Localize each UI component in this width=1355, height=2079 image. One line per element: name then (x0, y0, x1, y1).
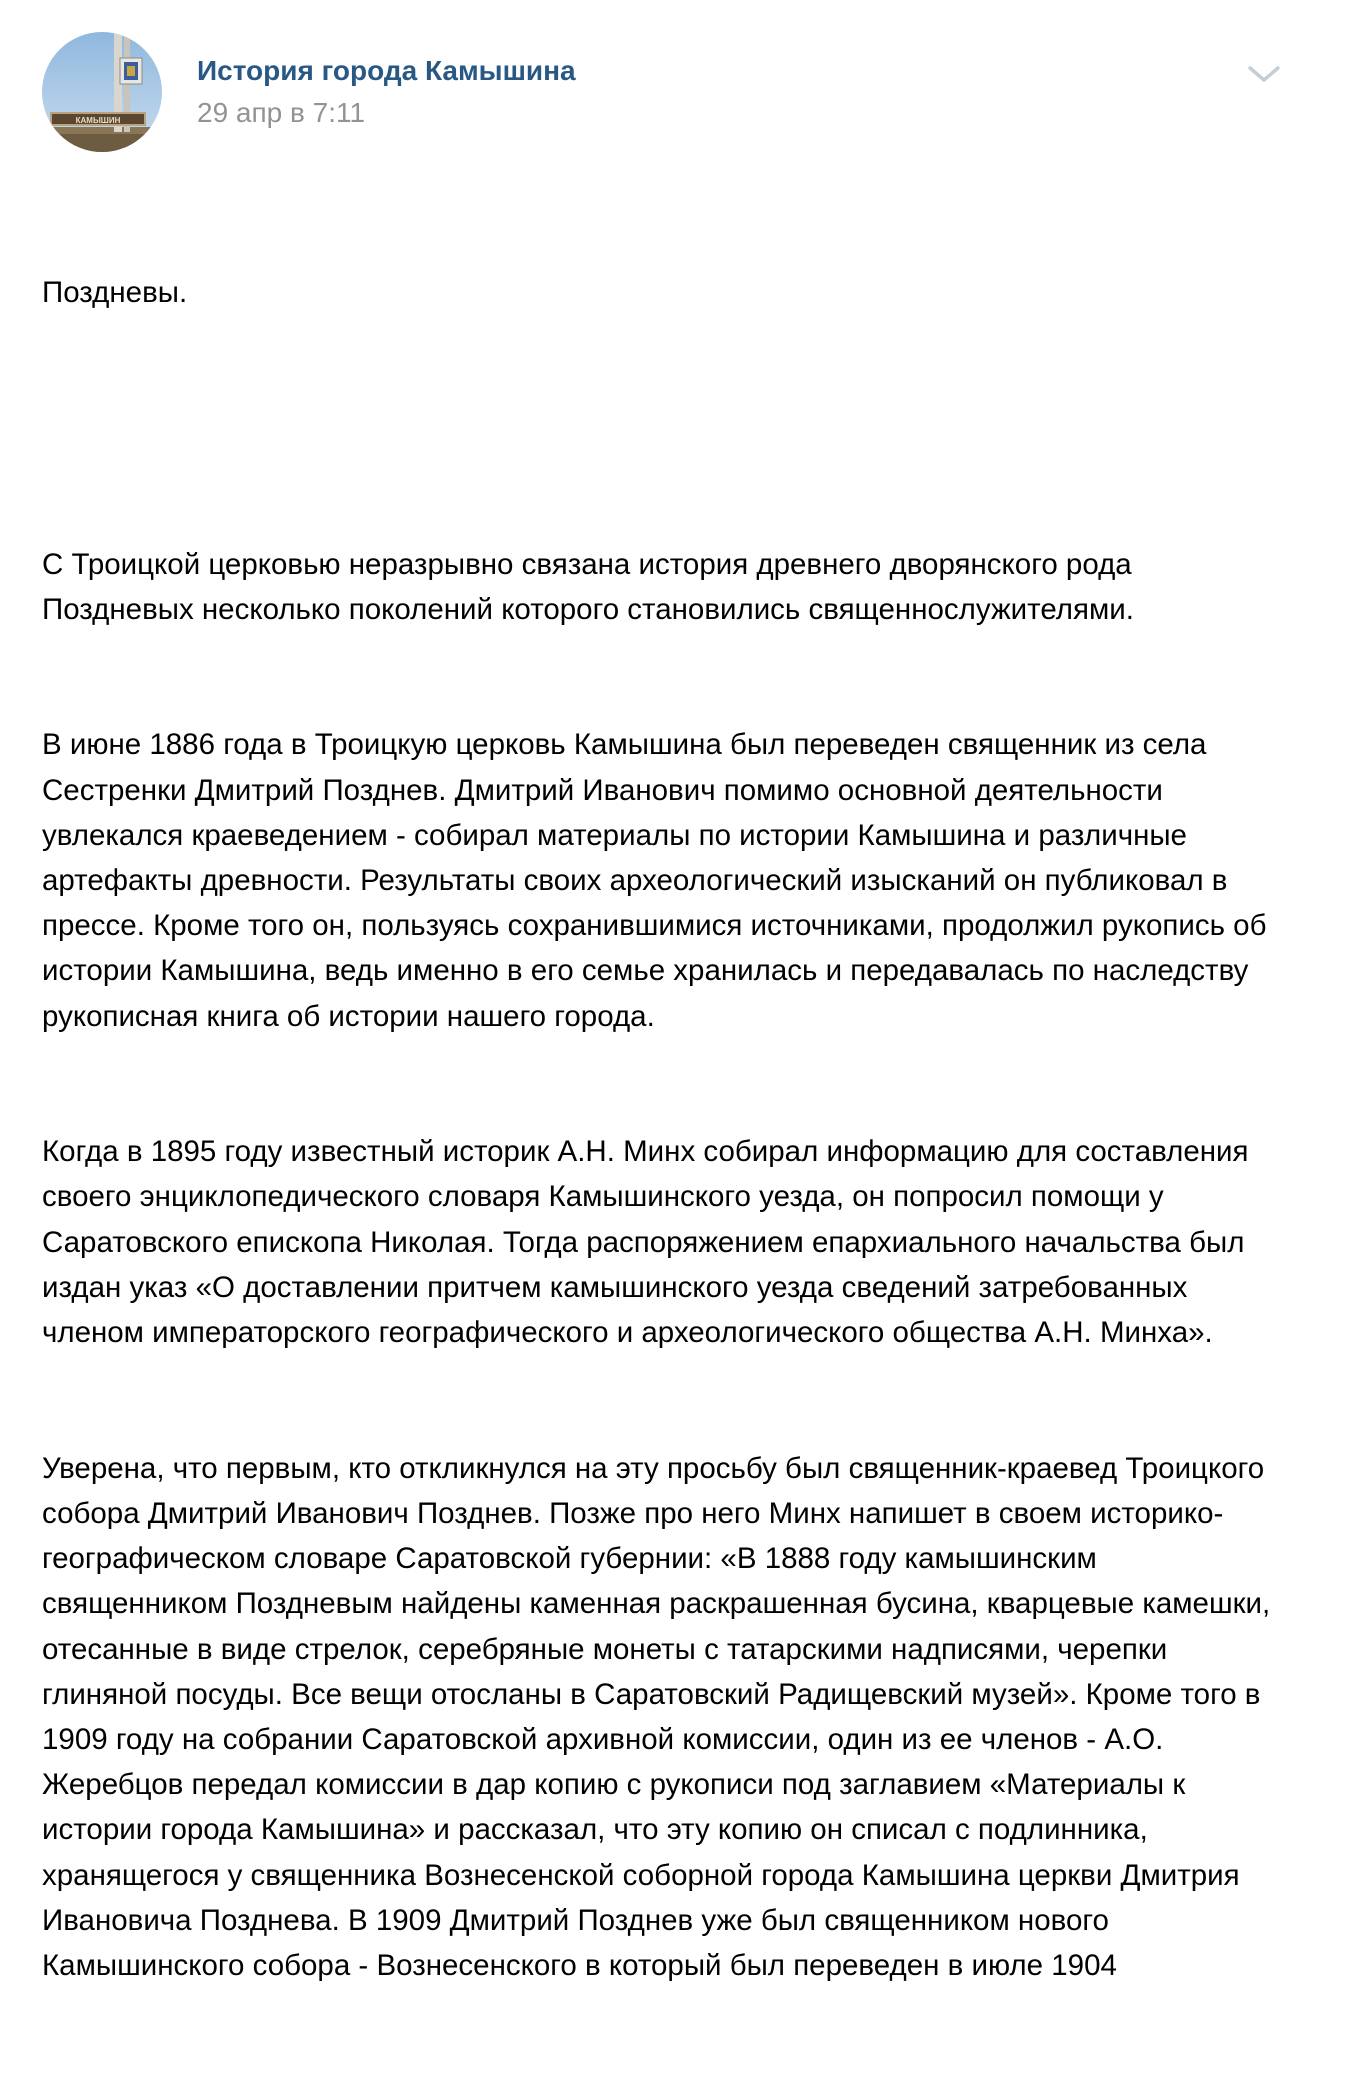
chevron-down-icon[interactable] (1246, 60, 1282, 88)
city-sign-avatar-icon (42, 32, 162, 152)
post-paragraph: Поздневы. (42, 276, 188, 310)
post-paragraph: Уверена, что первым, кто откликнулся на эту просьбу был священник-краевед Троицкого собора Дмитрий Иванович Позднев. Позже про него Минх напишет в своем историко-географическом словаре Саратовской губернии: «В 1888 году камышинским священником Поздневым найдены каменная раскрашенная бусина, кварцевые камешки, отесанные в виде стрелок, серебряные монеты с татарскими надписями, черепки глиняной посуды. Все вещи отосланы в Саратовский Радищевский музей». Кроме того в 1909 году на собрании Саратовской архивной комиссии, один из ее членов - А.О. Жеребцов передал комиссии в дар копию с рукописи под заглавием «Материалы к истории города Камышина» и рассказал, что эту копию он списал с подлинника, хранящегося у священника Вознесенской соборной города Камышина церкви Дмитрия Ивановича Позднева. В 1909 Дмитрий Позднев уже был священником нового Камышинского собора - Вознесенского в который был переведен в июле 1904 (42, 1451, 1279, 1982)
post-date[interactable]: 29 апр в 7:11 (197, 97, 366, 128)
post-header (42, 32, 1282, 154)
post-text (42, 180, 1278, 2079)
post-paragraph: С Троицкой церковью неразрывно связана история древнего дворянского рода Поздневых несколько поколений которого становились священнослужителями. (42, 547, 1140, 626)
svg-text:КАМЫШИН: КАМЫШИН (75, 116, 121, 125)
post-paragraph: Когда в 1895 году известный историк А.Н. Минх собирал информацию для составления своего энциклопедического словаря Камышинского уезда, он попросил помощи у Саратовского епископа Николая. Тогда распоряжением епархиального начальства был издан указ «О доставлении притчем камышинского уезда сведений затребованных членом императорского географического и археологического общества А.Н. Минха». (42, 1135, 1257, 1350)
post-paragraph (42, 406, 1278, 451)
post-paragraph: В июне 1886 года в Троицкую церковь Камышина был переведен священник из села Сестренки Дмитрий Позднев. Дмитрий Иванович помимо основной деятельности увлекался краеведением - собирал материалы по истории Камышина и различные артефакты древности. Результаты своих археологический изысканий он публиковал в прессе. Кроме того он, пользуясь сохранившимися источниками, продолжил рукопись об истории Камышина, ведь именно в его семье хранилась и передавалась по наследству рукописная книга об истории нашего города. (42, 728, 1275, 1033)
avatar[interactable] (42, 32, 162, 152)
author-name-link[interactable]: История города Камышина (197, 55, 576, 86)
